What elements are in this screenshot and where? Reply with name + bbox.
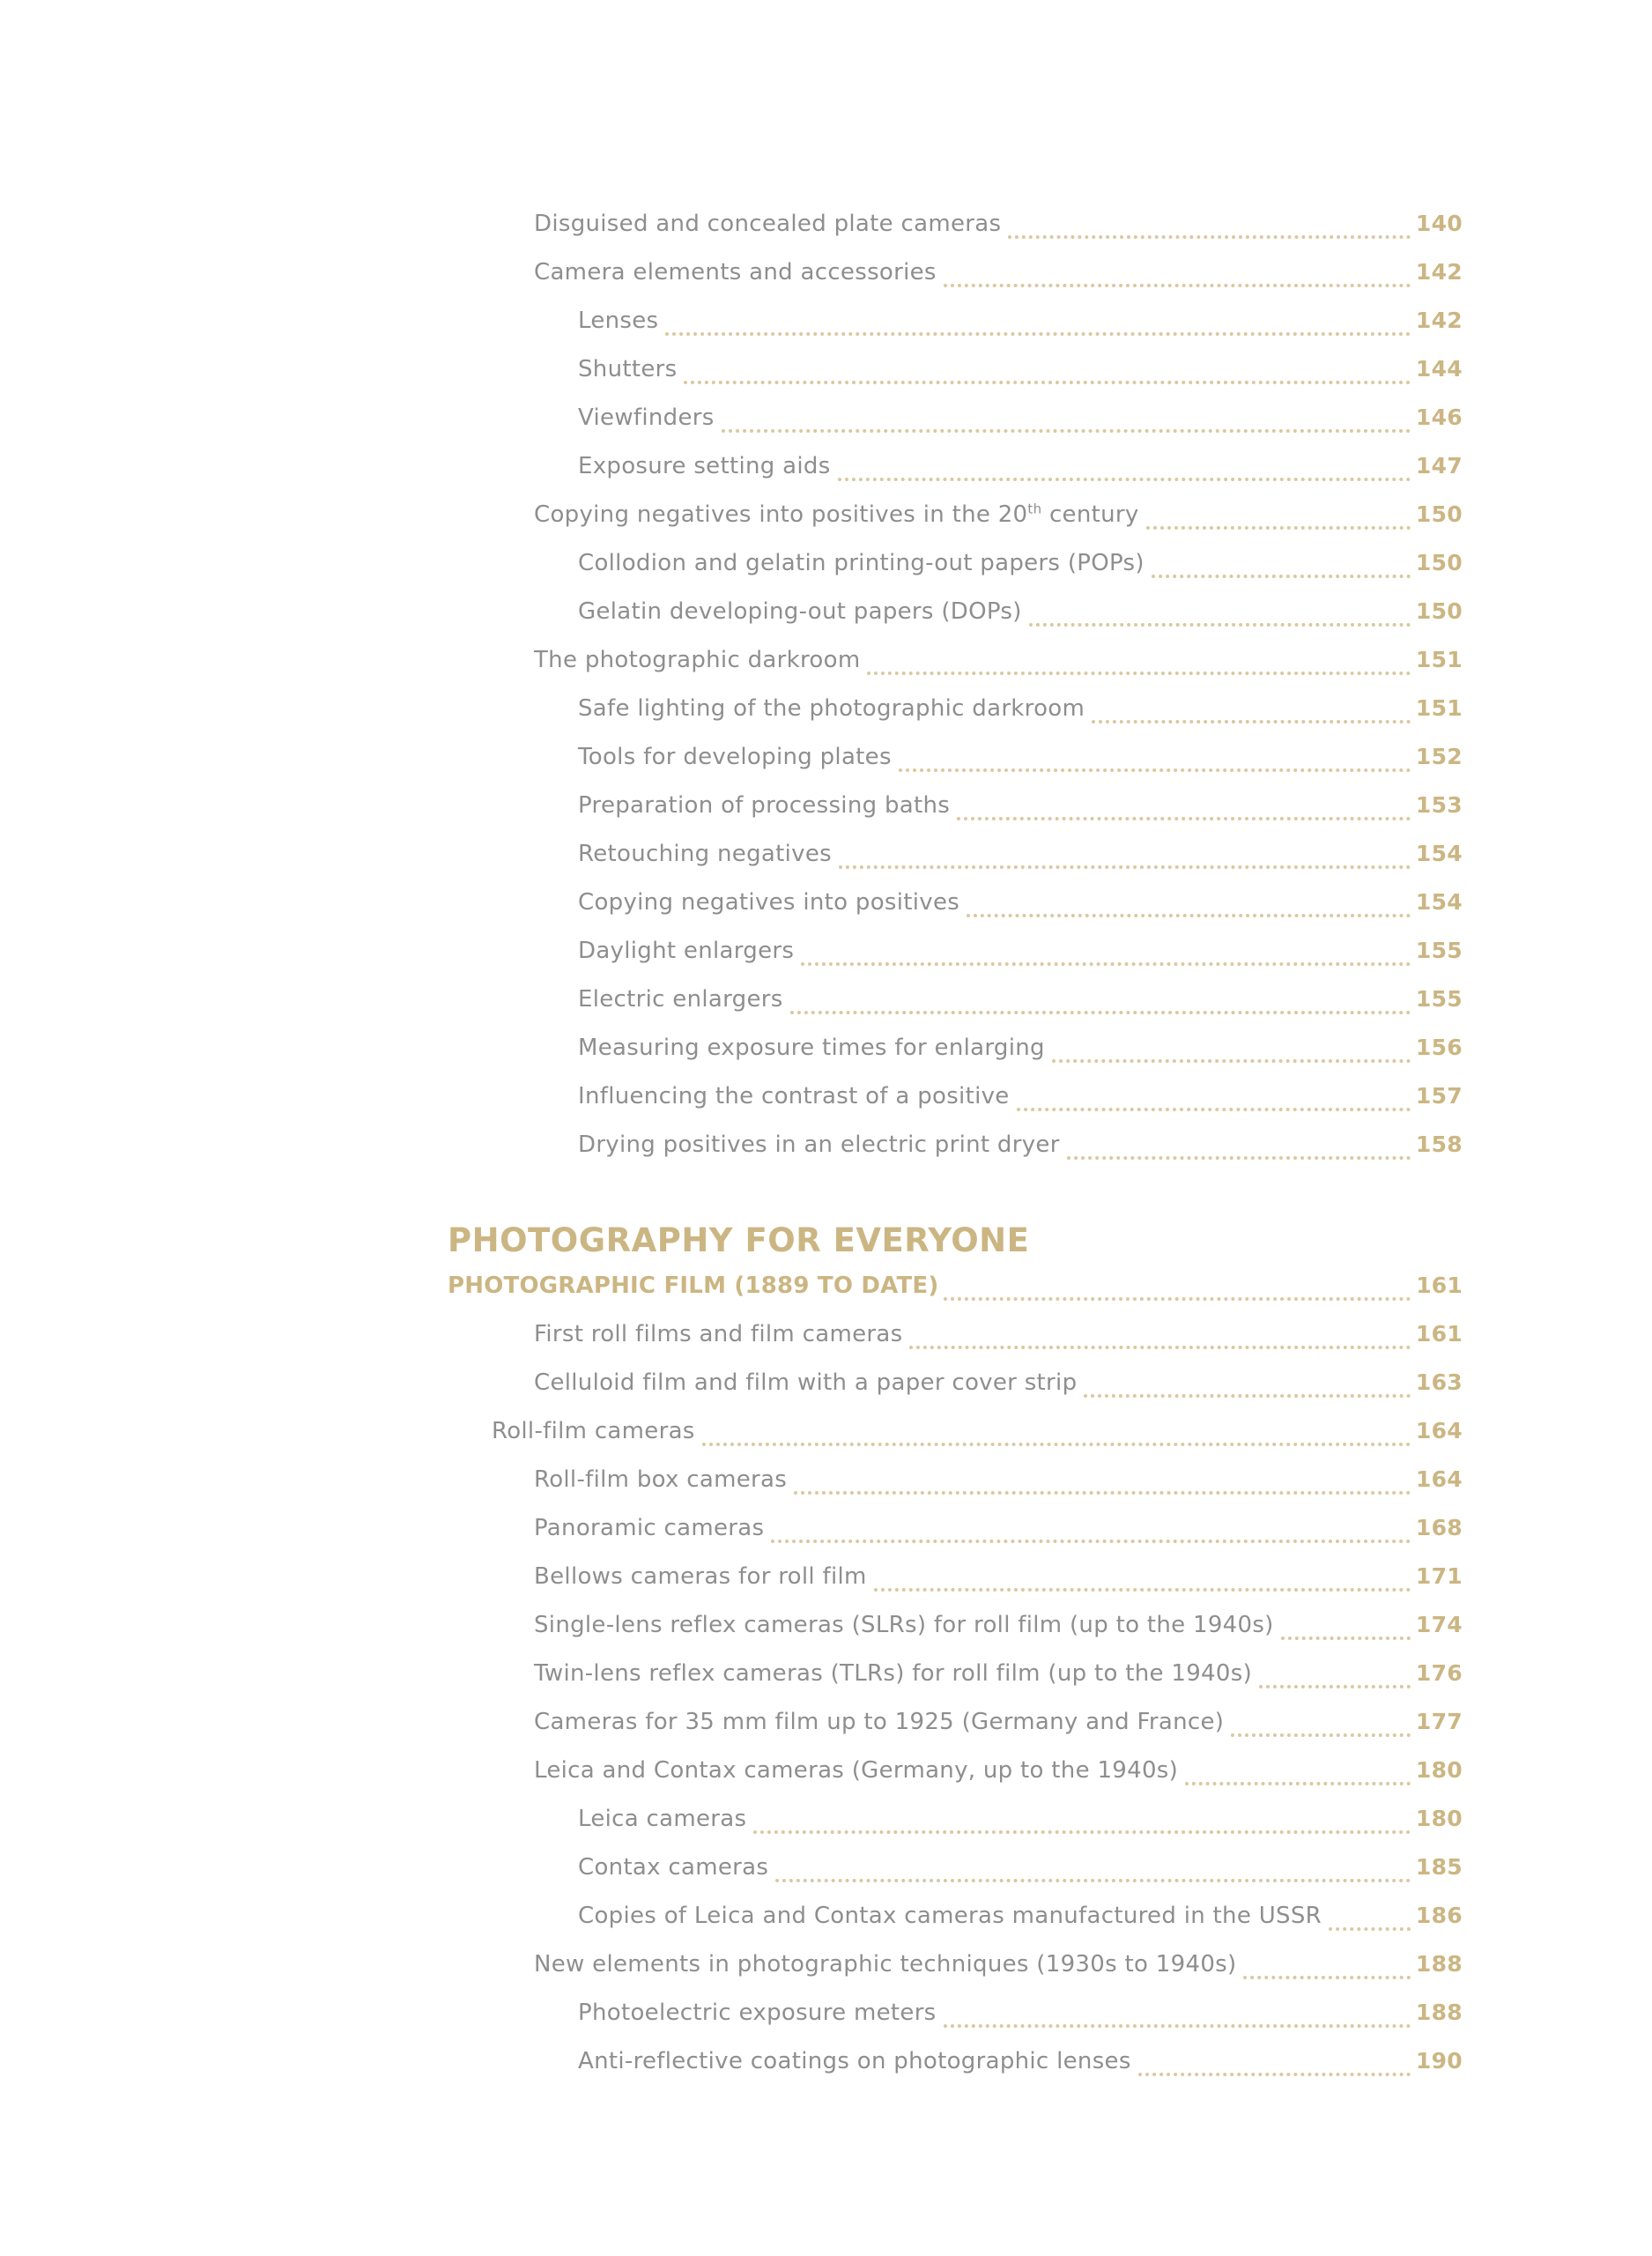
toc-entry-page: 155: [1415, 986, 1463, 1012]
leader-dots: [839, 865, 1411, 869]
leader-dots: [874, 1588, 1411, 1592]
toc-entry-page: 157: [1415, 1083, 1463, 1109]
toc-entry: [578, 550, 1463, 590]
leader-dots: [1052, 1059, 1411, 1063]
toc-entry-title: Tools for developing plates: [578, 744, 892, 770]
toc-entry-page: 142: [1415, 308, 1463, 333]
toc-entry-title: Exposure setting aids: [578, 453, 831, 479]
toc-entry-title: Drying positives in an electric print dryer: [578, 1132, 1060, 1158]
toc-entry-title: Roll-film cameras: [492, 1418, 695, 1444]
toc-entry-title: First roll films and film cameras: [534, 1321, 903, 1347]
leader-dots: [1017, 1108, 1411, 1111]
leader-dots: [1243, 1976, 1410, 1979]
leader-dots: [1138, 2073, 1411, 2076]
toc-entry: [578, 1132, 1463, 1172]
toc-entry-page: 151: [1415, 695, 1463, 721]
toc-entry-page: 180: [1415, 1757, 1463, 1783]
toc-entry-page: 146: [1415, 404, 1463, 430]
leader-dots: [775, 1879, 1411, 1882]
leader-dots: [1067, 1156, 1411, 1160]
toc-entry: [578, 792, 1463, 833]
toc-entry: [578, 889, 1463, 930]
leader-dots: [722, 429, 1411, 433]
leader-dots: [1008, 235, 1411, 239]
toc-entry-page: 156: [1415, 1035, 1463, 1060]
leader-dots: [867, 672, 1410, 675]
toc-entry: [578, 695, 1463, 736]
leader-dots: [1329, 1927, 1411, 1931]
leader-dots: [1084, 1394, 1411, 1398]
toc-entry-page: 174: [1415, 1612, 1463, 1637]
toc-entry-title: Bellows cameras for roll film: [534, 1563, 867, 1590]
toc-entry: [578, 986, 1463, 1027]
leader-dots: [771, 1540, 1411, 1543]
toc-entry-page: 150: [1415, 598, 1463, 624]
toc-entry-title: Influencing the contrast of a positive: [578, 1083, 1010, 1109]
leader-dots: [1152, 575, 1411, 578]
toc-entry-title: Anti-reflective coatings on photographic lenses: [578, 2048, 1131, 2074]
toc-entry-page: 186: [1415, 1903, 1463, 1928]
toc-entry-title: Roll-film box cameras: [534, 1466, 788, 1493]
toc-entry: [578, 356, 1463, 397]
leader-dots: [753, 1830, 1411, 1834]
toc-entry-page: 155: [1415, 938, 1463, 963]
toc-entry-title: Camera elements and accessories: [534, 259, 937, 286]
toc-entry-title: Copying negatives into positives: [578, 889, 960, 916]
toc-entry: [578, 1903, 1463, 1943]
toc-entry: [534, 211, 1463, 251]
leader-dots: [684, 381, 1410, 384]
toc-entry-page: 185: [1415, 1854, 1463, 1880]
leader-dots: [1029, 623, 1411, 627]
toc-entry: [578, 453, 1463, 494]
toc-entry-page: 188: [1415, 2000, 1463, 2025]
leader-dots: [909, 1346, 1410, 1349]
toc-entry: [578, 1854, 1463, 1895]
toc-entry-page: 164: [1415, 1466, 1463, 1492]
toc-entry: [578, 938, 1463, 978]
toc-entry-page: 150: [1415, 501, 1463, 527]
toc-entry-title: Twin-lens reflex cameras (TLRs) for roll film (up to the 1940s): [534, 1660, 1253, 1687]
toc-entry-page: 168: [1415, 1515, 1463, 1540]
toc-entry-title: Celluloid film and film with a paper cover strip: [534, 1369, 1078, 1396]
leader-dots: [967, 914, 1411, 917]
toc-entry-title: Single-lens reflex cameras (SLRs) for roll film (up to the 1940s): [534, 1612, 1274, 1638]
toc-entry-page: 176: [1415, 1660, 1463, 1686]
toc-entry-page: 180: [1415, 1806, 1463, 1831]
leader-dots: [1281, 1636, 1411, 1640]
toc-entry-title: Lenses: [578, 308, 659, 334]
toc-entry-title: Cameras for 35 mm film up to 1925 (Germany and France): [534, 1709, 1225, 1735]
toc-entry-title: Safe lighting of the photographic darkroom: [578, 695, 1085, 722]
toc-entry-title: Photoelectric exposure meters: [578, 2000, 937, 2026]
toc-entry: [492, 1418, 1463, 1458]
toc-entry-page: 154: [1415, 841, 1463, 866]
toc-entry-page: 190: [1415, 2048, 1463, 2074]
part-heading: PHOTOGRAPHY FOR EVERYONE: [448, 1221, 1030, 1259]
leader-dots: [838, 478, 1411, 481]
toc-entry-title: Gelatin developing-out papers (DOPs): [578, 598, 1022, 625]
toc-entry: [534, 647, 1463, 687]
toc-entry-title: Measuring exposure times for enlarging: [578, 1035, 1045, 1061]
toc-entry-page: 158: [1415, 1132, 1463, 1157]
toc-entry-title: Electric enlargers: [578, 986, 783, 1013]
toc-entry-page: 154: [1415, 889, 1463, 915]
toc-entry: [534, 1466, 1463, 1507]
toc-entry-title: The photographic darkroom: [534, 647, 861, 673]
toc-entry-page: 152: [1415, 744, 1463, 769]
toc-entry-page: 153: [1415, 792, 1463, 818]
toc-entry-page: 188: [1415, 1951, 1463, 1977]
toc-entry-title: Leica cameras: [578, 1806, 747, 1832]
toc-entry: [578, 1083, 1463, 1124]
toc-entry-title: Disguised and concealed plate cameras: [534, 211, 1002, 237]
toc-entry-title: Viewfinders: [578, 404, 715, 431]
leader-dots: [665, 332, 1411, 336]
toc-entry-page: 150: [1415, 550, 1463, 575]
toc-entry: [534, 1757, 1463, 1798]
leader-dots: [944, 1297, 1411, 1301]
toc-entry: [578, 841, 1463, 881]
toc-entry-page: 177: [1415, 1709, 1463, 1734]
toc-entry-page: 147: [1415, 453, 1463, 479]
leader-dots: [790, 1011, 1411, 1014]
toc-entry: [534, 259, 1463, 300]
toc-entry-title: Copying negatives into positives in the 20th century: [534, 501, 1139, 528]
leader-dots: [801, 962, 1411, 966]
leader-dots: [1259, 1685, 1411, 1688]
toc-entry-page: 161: [1415, 1321, 1463, 1347]
toc-section-title: PHOTOGRAPHIC FILM (1889 TO DATE): [448, 1273, 939, 1299]
toc-entry-title: Copies of Leica and Contax cameras manufactured in the USSR: [578, 1903, 1322, 1929]
toc-entry-page: 151: [1415, 647, 1463, 672]
toc-entry: [534, 501, 1463, 542]
toc-entry: [534, 1515, 1463, 1555]
leader-dots: [794, 1491, 1411, 1495]
toc-entry-title: Collodion and gelatin printing-out papers (POPs): [578, 550, 1145, 576]
toc-entry: [534, 1951, 1463, 1992]
toc-entry: [578, 2000, 1463, 2040]
toc-entry-title: Daylight enlargers: [578, 938, 795, 964]
toc-entry: [578, 2048, 1463, 2089]
leader-dots: [1185, 1782, 1411, 1785]
toc-entry: [534, 1612, 1463, 1652]
leader-dots: [1092, 720, 1411, 724]
toc-entry-title: Leica and Contax cameras (Germany, up to the 1940s): [534, 1757, 1179, 1784]
leader-dots: [702, 1443, 1411, 1446]
toc-entry-page: 140: [1415, 211, 1463, 236]
toc-entry: [578, 1806, 1463, 1846]
toc-entry-page: 164: [1415, 1418, 1463, 1443]
toc-entry-title: New elements in photographic techniques (1930s to 1940s): [534, 1951, 1237, 1978]
leader-dots: [899, 768, 1411, 772]
toc-entry: [534, 1709, 1463, 1749]
leader-dots: [944, 2024, 1411, 2028]
leader-dots: [944, 284, 1411, 287]
toc-entry-title: Preparation of processing baths: [578, 792, 951, 819]
toc-section: [448, 1273, 1463, 1313]
toc-entry: [578, 744, 1463, 784]
toc-entry-title: Shutters: [578, 356, 678, 382]
toc-entry-title: Panoramic cameras: [534, 1515, 765, 1541]
leader-dots: [1146, 526, 1411, 530]
toc-entry: [534, 1369, 1463, 1410]
leader-dots: [1231, 1733, 1411, 1737]
toc-entry: [578, 404, 1463, 445]
toc-entry-page: 163: [1415, 1369, 1463, 1395]
toc-entry-title: Retouching negatives: [578, 841, 832, 867]
toc-entry: [534, 1563, 1463, 1604]
toc-entry: [578, 1035, 1463, 1075]
toc-entry-title: Contax cameras: [578, 1854, 769, 1881]
toc-section-page: 161: [1416, 1273, 1463, 1298]
leader-dots: [957, 817, 1411, 820]
toc-entry: [578, 598, 1463, 639]
toc-entry-page: 144: [1415, 356, 1463, 382]
toc-entry-page: 171: [1415, 1563, 1463, 1589]
toc-entry: [534, 1660, 1463, 1701]
toc-entry: [534, 1321, 1463, 1362]
toc-entry: [578, 308, 1463, 348]
toc-entry-page: 142: [1415, 259, 1463, 285]
